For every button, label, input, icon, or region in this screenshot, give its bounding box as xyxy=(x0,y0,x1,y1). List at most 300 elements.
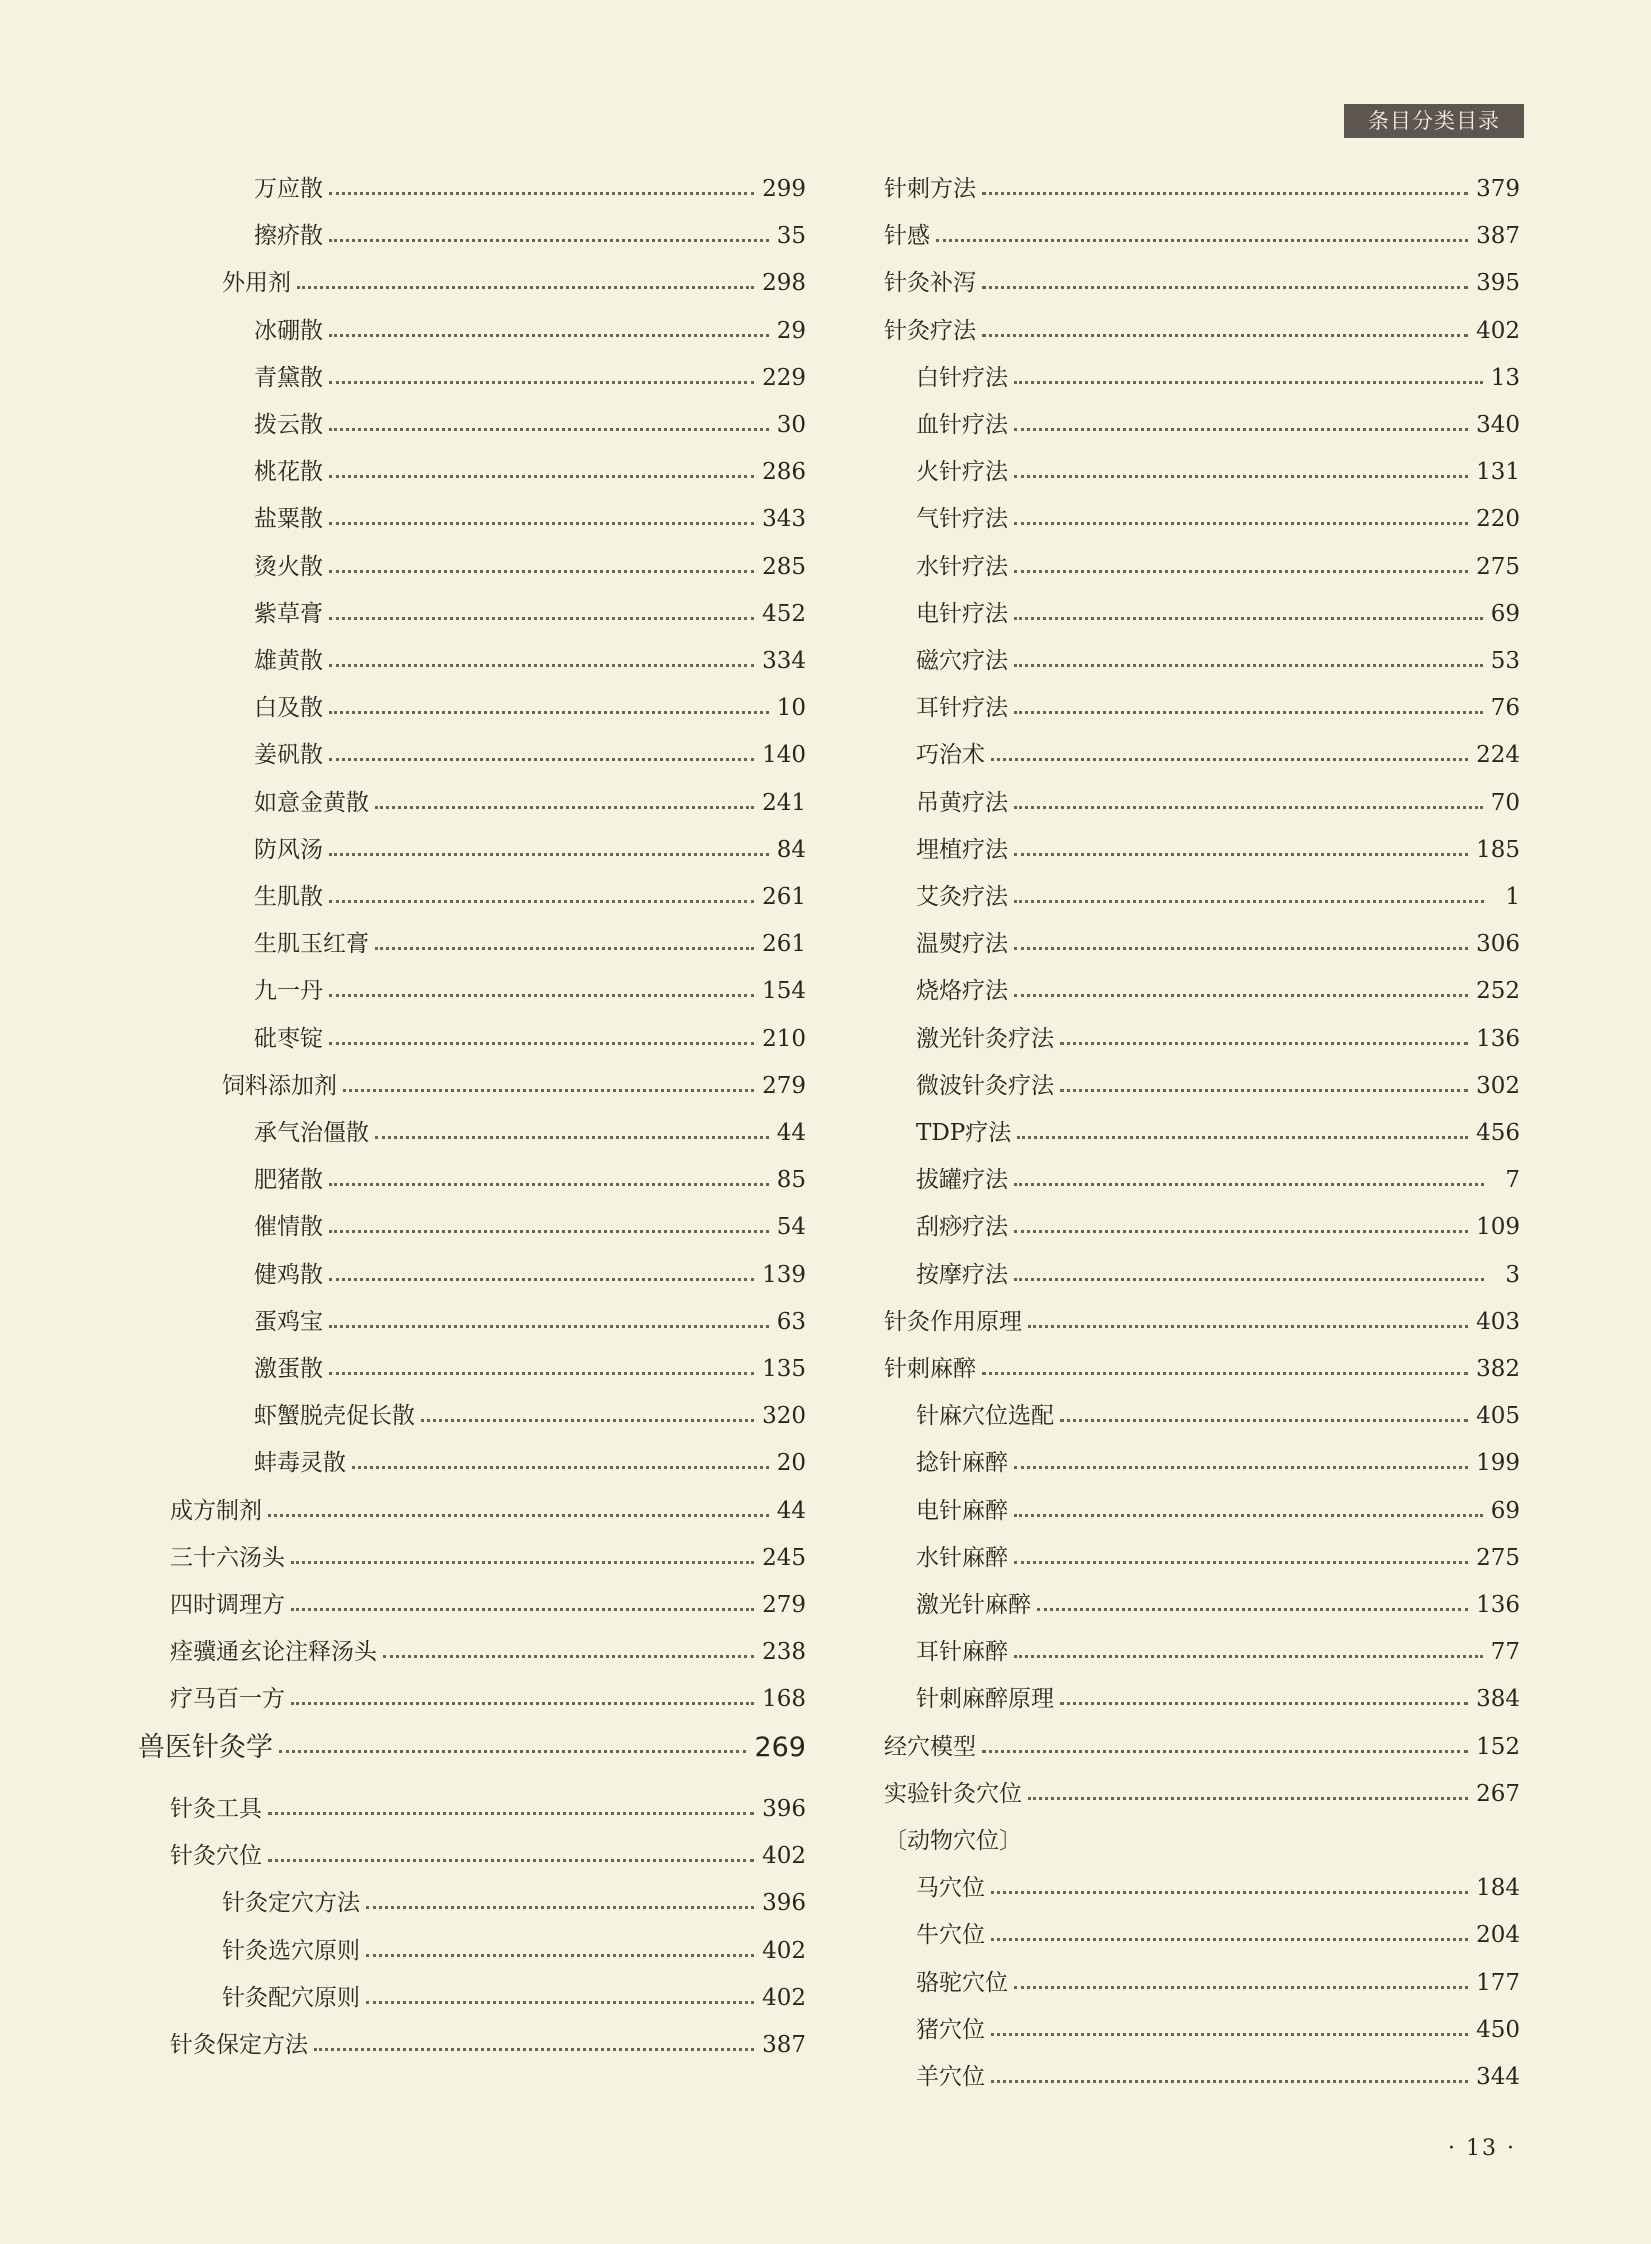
toc-entry-page: 320 xyxy=(762,1403,806,1430)
toc-dot-leader xyxy=(1014,522,1468,525)
toc-entry-label: 外用剂 xyxy=(222,270,291,297)
toc-entry[interactable] xyxy=(138,921,806,968)
toc-entry-label: 实验针灸穴位 xyxy=(884,1780,1022,1807)
toc-entry-page: 199 xyxy=(1476,1450,1520,1477)
toc-entry-label: 生肌散 xyxy=(254,884,323,910)
toc-entry-label: 九一丹 xyxy=(254,978,323,1005)
toc-dot-leader xyxy=(1017,1136,1468,1139)
toc-entry[interactable] xyxy=(884,1157,1520,1204)
toc-dot-leader xyxy=(991,758,1468,761)
toc-entry[interactable] xyxy=(138,449,806,496)
toc-dot-leader xyxy=(329,853,769,856)
toc-entry[interactable] xyxy=(138,1346,806,1393)
toc-dot-leader xyxy=(329,1278,754,1281)
toc-dot-leader xyxy=(1060,1702,1468,1705)
toc-entry[interactable] xyxy=(884,496,1520,543)
toc-entry-label: 针麻穴位选配 xyxy=(916,1403,1054,1430)
toc-entry[interactable] xyxy=(884,1299,1520,1346)
toc-entry[interactable] xyxy=(138,1252,806,1299)
toc-entry-label: 催情散 xyxy=(254,1214,323,1241)
toc-entry-page: 139 xyxy=(762,1261,806,1288)
toc-entry-page: 7 xyxy=(1505,1167,1520,1194)
toc-dot-leader xyxy=(982,1372,1468,1375)
toc-entry[interactable] xyxy=(884,1676,1520,1723)
toc-dot-leader xyxy=(366,2001,754,2004)
toc-entry[interactable] xyxy=(138,1629,806,1676)
toc-entry-page: 402 xyxy=(762,1984,806,2011)
toc-entry-page: 53 xyxy=(1490,648,1520,674)
toc-entry-label: 羊穴位 xyxy=(916,2064,985,2090)
toc-dot-leader xyxy=(268,1514,769,1517)
toc-entry[interactable] xyxy=(884,308,1520,355)
toc-entry-label: 白及散 xyxy=(254,695,323,722)
toc-entry[interactable] xyxy=(138,638,806,685)
toc-dot-leader xyxy=(1014,381,1483,384)
toc-dot-leader xyxy=(329,900,754,903)
toc-entry[interactable] xyxy=(884,780,1520,827)
toc-dot-leader xyxy=(329,994,754,997)
toc-dot-leader xyxy=(1028,1797,1468,1800)
toc-dot-leader xyxy=(352,1466,769,1469)
toc-entry-page: 379 xyxy=(1476,176,1520,202)
toc-entry-label: 万应散 xyxy=(254,176,323,202)
toc-entry[interactable] xyxy=(138,1299,806,1346)
toc-entry-page: 69 xyxy=(1490,1497,1520,1524)
toc-entry-label: 针灸选穴原则 xyxy=(222,1937,360,1964)
toc-dot-leader xyxy=(982,192,1468,195)
toc-dot-leader xyxy=(329,522,754,525)
toc-entry-page: 261 xyxy=(762,931,806,958)
toc-entry-page: 35 xyxy=(776,223,806,250)
toc-entry-page: 135 xyxy=(762,1356,806,1382)
toc-dot-leader xyxy=(1014,1278,1484,1281)
toc-entry[interactable] xyxy=(884,1110,1520,1157)
toc-entry[interactable] xyxy=(138,1928,806,1975)
toc-entry-page: 299 xyxy=(762,176,806,202)
toc-entry-page: 402 xyxy=(1476,317,1520,344)
toc-entry-label: 激光针灸疗法 xyxy=(916,1025,1054,1052)
toc-entry-label: 三十六汤头 xyxy=(170,1544,285,1571)
toc-entry-page: 136 xyxy=(1476,1592,1520,1618)
toc-dot-leader xyxy=(329,758,754,761)
toc-dot-leader xyxy=(314,2048,754,2051)
toc-entry[interactable] xyxy=(884,638,1520,685)
toc-entry-label: 猪穴位 xyxy=(916,2016,985,2043)
toc-entry-label: 针灸穴位 xyxy=(170,1843,262,1870)
toc-dot-leader xyxy=(375,947,754,950)
toc-entry-label: 耳针疗法 xyxy=(916,695,1008,722)
toc-entry[interactable] xyxy=(884,1960,1520,2007)
toc-entry[interactable] xyxy=(138,308,806,355)
toc-entry-label: 疗马百一方 xyxy=(170,1686,285,1713)
toc-entry-page: 10 xyxy=(776,695,806,722)
toc-entry[interactable] xyxy=(884,1771,1520,1818)
section-header-tab: 条目分类目录 xyxy=(1344,104,1524,138)
toc-entry-label: 血针疗法 xyxy=(916,412,1008,438)
toc-dot-leader xyxy=(1014,570,1468,573)
toc-entry[interactable] xyxy=(138,1535,806,1582)
toc-entry[interactable] xyxy=(884,921,1520,968)
toc-entry-page: 20 xyxy=(776,1450,806,1477)
toc-entry-page: 136 xyxy=(1476,1025,1520,1052)
toc-entry-page: 261 xyxy=(762,884,806,910)
toc-entry[interactable] xyxy=(138,402,806,449)
toc-entry[interactable] xyxy=(884,260,1520,307)
toc-entry-label: 针刺麻醉原理 xyxy=(916,1686,1054,1713)
toc-entry-label: 巧治术 xyxy=(916,742,985,769)
toc-entry-page: 382 xyxy=(1476,1356,1520,1382)
toc-entry-page: 298 xyxy=(762,270,806,297)
toc-entry[interactable] xyxy=(884,2054,1520,2101)
toc-dot-leader xyxy=(383,1655,754,1658)
toc-entry[interactable] xyxy=(138,591,806,638)
toc-entry-page: 405 xyxy=(1476,1403,1520,1430)
toc-entry-label: 水针麻醉 xyxy=(916,1544,1008,1571)
toc-entry-label: 青黛散 xyxy=(254,364,323,391)
toc-dot-leader xyxy=(421,1419,754,1422)
toc-entry-label: 健鸡散 xyxy=(254,1261,323,1288)
toc-entry[interactable] xyxy=(884,874,1520,921)
toc-entry-page: 396 xyxy=(762,1796,806,1822)
toc-entry[interactable] xyxy=(884,402,1520,449)
toc-entry-label: 针灸保定方法 xyxy=(170,2032,308,2058)
toc-entry[interactable] xyxy=(884,355,1520,402)
toc-entry[interactable] xyxy=(138,1488,806,1535)
toc-entry[interactable] xyxy=(884,1063,1520,1110)
toc-entry[interactable] xyxy=(138,1204,806,1251)
toc-entry[interactable] xyxy=(884,1488,1520,1535)
toc-entry[interactable] xyxy=(138,166,806,213)
toc-entry-label: 气针疗法 xyxy=(916,506,1008,533)
toc-entry-page: 204 xyxy=(1476,1922,1520,1949)
toc-dot-leader xyxy=(1014,806,1483,809)
toc-entry[interactable] xyxy=(138,1157,806,1204)
toc-entry-label: 拨云散 xyxy=(254,412,323,438)
toc-dot-leader xyxy=(329,192,754,195)
toc-entry-page: 344 xyxy=(1476,2064,1520,2090)
toc-dot-leader xyxy=(1014,853,1468,856)
toc-entry-label: 盐粟散 xyxy=(254,506,323,533)
toc-dot-leader xyxy=(936,239,1468,242)
toc-entry[interactable] xyxy=(138,355,806,402)
toc-entry-label: 火针疗法 xyxy=(916,459,1008,486)
toc-entry[interactable] xyxy=(138,1016,806,1063)
toc-entry-label: 针灸配穴原则 xyxy=(222,1984,360,2011)
toc-entry[interactable] xyxy=(884,544,1520,591)
toc-entry[interactable] xyxy=(884,1252,1520,1299)
toc-entry-label: 针刺麻醉 xyxy=(884,1356,976,1382)
toc-entry[interactable] xyxy=(884,213,1520,260)
toc-entry[interactable] xyxy=(884,1865,1520,1912)
toc-dot-leader xyxy=(268,1859,754,1862)
toc-dot-leader xyxy=(1060,1419,1468,1422)
toc-dot-leader xyxy=(991,2080,1468,2083)
toc-entry-page: 334 xyxy=(762,648,806,674)
toc-entry-page: 109 xyxy=(1476,1214,1520,1241)
toc-entry-label: 四时调理方 xyxy=(170,1592,285,1618)
toc-entry-label: 耳针麻醉 xyxy=(916,1639,1008,1666)
toc-entry-label: 针灸定穴方法 xyxy=(222,1890,360,1917)
toc-dot-leader xyxy=(1014,475,1468,478)
toc-entry[interactable] xyxy=(138,1110,806,1157)
toc-dot-leader xyxy=(329,570,754,573)
toc-entry-label: 肥猪散 xyxy=(254,1167,323,1194)
toc-entry-page: 306 xyxy=(1476,931,1520,958)
toc-dot-leader xyxy=(1014,428,1468,431)
toc-entry-page: 402 xyxy=(762,1937,806,1964)
toc-entry-label: 按摩疗法 xyxy=(916,1261,1008,1288)
toc-entry-label: 激光针麻醉 xyxy=(916,1592,1031,1618)
toc-entry[interactable] xyxy=(884,1346,1520,1393)
toc-dot-leader xyxy=(982,1750,1468,1753)
toc-entry[interactable] xyxy=(884,827,1520,874)
toc-entry-page: 269 xyxy=(754,1732,806,1763)
toc-entry-label: 冰硼散 xyxy=(254,317,323,344)
toc-entry-page: 44 xyxy=(776,1120,806,1146)
toc-entry-page: 70 xyxy=(1490,789,1520,816)
toc-entry-page: 154 xyxy=(762,978,806,1005)
toc-dot-leader xyxy=(375,806,754,809)
toc-dot-leader xyxy=(366,1954,754,1957)
toc-entry-page: 131 xyxy=(1476,459,1520,486)
toc-entry[interactable] xyxy=(884,591,1520,638)
toc-dot-leader xyxy=(366,1906,754,1909)
toc-dot-leader xyxy=(329,1183,769,1186)
toc-entry[interactable] xyxy=(884,1204,1520,1251)
toc-entry-page: 238 xyxy=(762,1639,806,1666)
toc-dot-leader xyxy=(375,1136,769,1139)
toc-entry-label: 承气治僵散 xyxy=(254,1120,369,1146)
toc-dot-leader xyxy=(329,428,769,431)
toc-entry-page: 69 xyxy=(1490,600,1520,627)
toc-entry-label: 雄黄散 xyxy=(254,648,323,674)
toc-entry-page: 152 xyxy=(1476,1733,1520,1760)
toc-entry-label: 防风汤 xyxy=(254,836,323,863)
page-number: · 13 · xyxy=(1448,2136,1516,2161)
toc-entry-label: 艾灸疗法 xyxy=(916,884,1008,910)
toc-entry[interactable] xyxy=(138,1975,806,2022)
toc-dot-leader xyxy=(329,334,769,337)
toc-entry-page: 252 xyxy=(1476,978,1520,1005)
toc-dot-leader xyxy=(1014,1561,1468,1564)
toc-dot-leader xyxy=(1014,664,1483,667)
toc-entry-label: 针感 xyxy=(884,223,930,250)
toc-entry-page: 279 xyxy=(762,1592,806,1618)
toc-dot-leader xyxy=(279,1750,746,1753)
toc-dot-leader xyxy=(329,1230,769,1233)
toc-entry[interactable] xyxy=(884,685,1520,732)
toc-entry-label: TDP疗法 xyxy=(916,1120,1012,1146)
toc-entry-label: 擦疥散 xyxy=(254,223,323,250)
toc-entry-page: 85 xyxy=(776,1167,806,1194)
toc-entry[interactable] xyxy=(138,1786,806,1833)
toc-entry[interactable] xyxy=(884,1535,1520,1582)
toc-dot-leader xyxy=(1014,1514,1483,1517)
toc-entry-page: 185 xyxy=(1476,836,1520,863)
toc-entry[interactable] xyxy=(884,1912,1520,1959)
toc-dot-leader xyxy=(329,1372,754,1375)
toc-entry[interactable] xyxy=(884,449,1520,496)
toc-entry-page: 229 xyxy=(762,364,806,391)
toc-dot-leader xyxy=(1014,711,1483,714)
toc-entry[interactable] xyxy=(138,213,806,260)
toc-entry-page: 387 xyxy=(762,2032,806,2058)
toc-entry-label: 刮痧疗法 xyxy=(916,1214,1008,1241)
toc-entry[interactable] xyxy=(884,1440,1520,1487)
toc-entry[interactable] xyxy=(138,968,806,1015)
toc-entry-page: 13 xyxy=(1490,364,1520,391)
toc-dot-leader xyxy=(1060,1042,1468,1045)
toc-dot-leader xyxy=(1060,1089,1468,1092)
toc-entry-page: 286 xyxy=(762,459,806,486)
toc-entry[interactable] xyxy=(884,1582,1520,1629)
toc-entry-page: 403 xyxy=(1476,1308,1520,1335)
toc-entry-label: 紫草膏 xyxy=(254,600,323,627)
toc-dot-leader xyxy=(982,286,1468,289)
toc-entry[interactable] xyxy=(884,1393,1520,1440)
toc-entry[interactable] xyxy=(884,1016,1520,1063)
toc-entry-page: 63 xyxy=(776,1308,806,1335)
toc-entry-page: 395 xyxy=(1476,270,1520,297)
toc-entry[interactable] xyxy=(138,1440,806,1487)
toc-entry-label: 砒枣锭 xyxy=(254,1025,323,1052)
toc-entry[interactable] xyxy=(138,874,806,921)
toc-entry[interactable] xyxy=(138,496,806,543)
toc-entry[interactable] xyxy=(138,2022,806,2069)
toc-entry[interactable] xyxy=(884,1629,1520,1676)
toc-entry-label: 烫火散 xyxy=(254,553,323,580)
toc-entry-label: 捻针麻醉 xyxy=(916,1450,1008,1477)
toc-dot-leader xyxy=(1014,617,1483,620)
toc-dot-leader xyxy=(329,617,754,620)
toc-dot-leader xyxy=(297,286,754,289)
toc-entry-label: 虾蟹脱壳促长散 xyxy=(254,1403,415,1430)
toc-entry-page: 177 xyxy=(1476,1969,1520,1996)
toc-entry-page: 210 xyxy=(762,1025,806,1052)
toc-entry-page: 224 xyxy=(1476,742,1520,769)
toc-entry[interactable] xyxy=(884,1724,1520,1771)
toc-entry[interactable] xyxy=(138,1676,806,1723)
toc-entry-label: 〔动物穴位〕 xyxy=(884,1828,1022,1854)
toc-section-heading[interactable] xyxy=(138,1724,806,1771)
toc-entry-page: 77 xyxy=(1490,1639,1520,1666)
toc-dot-leader xyxy=(1028,1325,1468,1328)
toc-entry-label: 针灸疗法 xyxy=(884,317,976,344)
toc-entry-label: 电针疗法 xyxy=(916,600,1008,627)
toc-dot-leader xyxy=(982,334,1468,337)
toc-entry-label: 生肌玉红膏 xyxy=(254,931,369,958)
toc-entry-page: 402 xyxy=(762,1843,806,1870)
toc-dot-leader xyxy=(991,1891,1468,1894)
toc-entry-page: 450 xyxy=(1476,2016,1520,2043)
toc-entry[interactable] xyxy=(884,732,1520,779)
toc-entry-label: 磁穴疗法 xyxy=(916,648,1008,674)
toc-entry-page: 302 xyxy=(1476,1072,1520,1099)
toc-entry-page: 267 xyxy=(1476,1780,1520,1807)
toc-entry-label: 拔罐疗法 xyxy=(916,1167,1008,1194)
toc-dot-leader xyxy=(329,711,769,714)
toc-entry-page: 241 xyxy=(762,789,806,816)
toc-entry-page: 340 xyxy=(1476,412,1520,438)
toc-dot-leader xyxy=(329,664,754,667)
toc-entry[interactable] xyxy=(884,2007,1520,2054)
toc-entry-label: 如意金黄散 xyxy=(254,789,369,816)
toc-entry-label: 牛穴位 xyxy=(916,1922,985,1949)
toc-dot-leader xyxy=(291,1702,754,1705)
toc-dot-leader xyxy=(1014,947,1468,950)
toc-dot-leader xyxy=(329,1042,754,1045)
toc-entry-page: 285 xyxy=(762,553,806,580)
toc-dot-leader xyxy=(1014,1655,1483,1658)
toc-dot-leader xyxy=(1014,1183,1484,1186)
toc-entry[interactable] xyxy=(138,685,806,732)
toc-entry-page: 220 xyxy=(1476,506,1520,533)
toc-entry[interactable] xyxy=(884,1818,1520,1865)
toc-entry-page: 3 xyxy=(1505,1261,1520,1288)
toc-entry-page: 76 xyxy=(1490,695,1520,722)
toc-entry-page: 168 xyxy=(762,1686,806,1713)
toc-entry[interactable] xyxy=(138,544,806,591)
toc-entry-label: 白针疗法 xyxy=(916,364,1008,391)
toc-dot-leader xyxy=(329,475,754,478)
toc-entry[interactable] xyxy=(138,780,806,827)
toc-entry-label: 针灸工具 xyxy=(170,1796,262,1822)
toc-dot-leader xyxy=(1014,900,1484,903)
toc-entry-page: 275 xyxy=(1476,553,1520,580)
toc-entry[interactable] xyxy=(138,732,806,779)
toc-entry[interactable] xyxy=(884,968,1520,1015)
toc-entry[interactable] xyxy=(138,1833,806,1880)
toc-dot-leader xyxy=(268,1812,754,1815)
toc-entry-page: 396 xyxy=(762,1890,806,1917)
toc-dot-leader xyxy=(991,1938,1468,1941)
toc-entry[interactable] xyxy=(884,166,1520,213)
toc-entry-label: 水针疗法 xyxy=(916,553,1008,580)
toc-dot-leader xyxy=(329,239,769,242)
toc-entry-page: 387 xyxy=(1476,223,1520,250)
toc-dot-leader xyxy=(1037,1608,1468,1611)
toc-entry-label: 针灸补泻 xyxy=(884,270,976,297)
toc-entry-label: 姜矾散 xyxy=(254,742,323,769)
toc-dot-leader xyxy=(291,1608,754,1611)
toc-entry-page: 29 xyxy=(776,317,806,344)
toc-entry-label: 温熨疗法 xyxy=(916,931,1008,958)
toc-entry[interactable] xyxy=(138,827,806,874)
toc-entry-label: 微波针灸疗法 xyxy=(916,1072,1054,1099)
toc-entry[interactable] xyxy=(138,1582,806,1629)
toc-entry-page: 384 xyxy=(1476,1686,1520,1713)
toc-entry[interactable] xyxy=(138,1393,806,1440)
toc-entry-page: 30 xyxy=(776,412,806,438)
toc-entry-label: 成方制剂 xyxy=(170,1497,262,1524)
toc-entry-page: 184 xyxy=(1476,1875,1520,1902)
toc-entry-label: 蚌毒灵散 xyxy=(254,1450,346,1477)
toc-entry[interactable] xyxy=(138,1063,806,1110)
toc-dot-leader xyxy=(343,1089,754,1092)
toc-dot-leader xyxy=(1014,1986,1468,1989)
toc-entry[interactable] xyxy=(138,1880,806,1927)
toc-entry-page: 279 xyxy=(762,1072,806,1099)
toc-entry-label: 针灸作用原理 xyxy=(884,1308,1022,1335)
toc-entry-label: 烧烙疗法 xyxy=(916,978,1008,1005)
toc-entry[interactable] xyxy=(138,260,806,307)
toc-entry-label: 马穴位 xyxy=(916,1875,985,1902)
toc-entry-page: 456 xyxy=(1476,1120,1520,1146)
toc-dot-leader xyxy=(291,1561,754,1564)
toc-entry-label: 骆驼穴位 xyxy=(916,1969,1008,1996)
toc-dot-leader xyxy=(1014,1230,1468,1233)
toc-entry-label: 痊骥通玄论注释汤头 xyxy=(170,1639,377,1666)
